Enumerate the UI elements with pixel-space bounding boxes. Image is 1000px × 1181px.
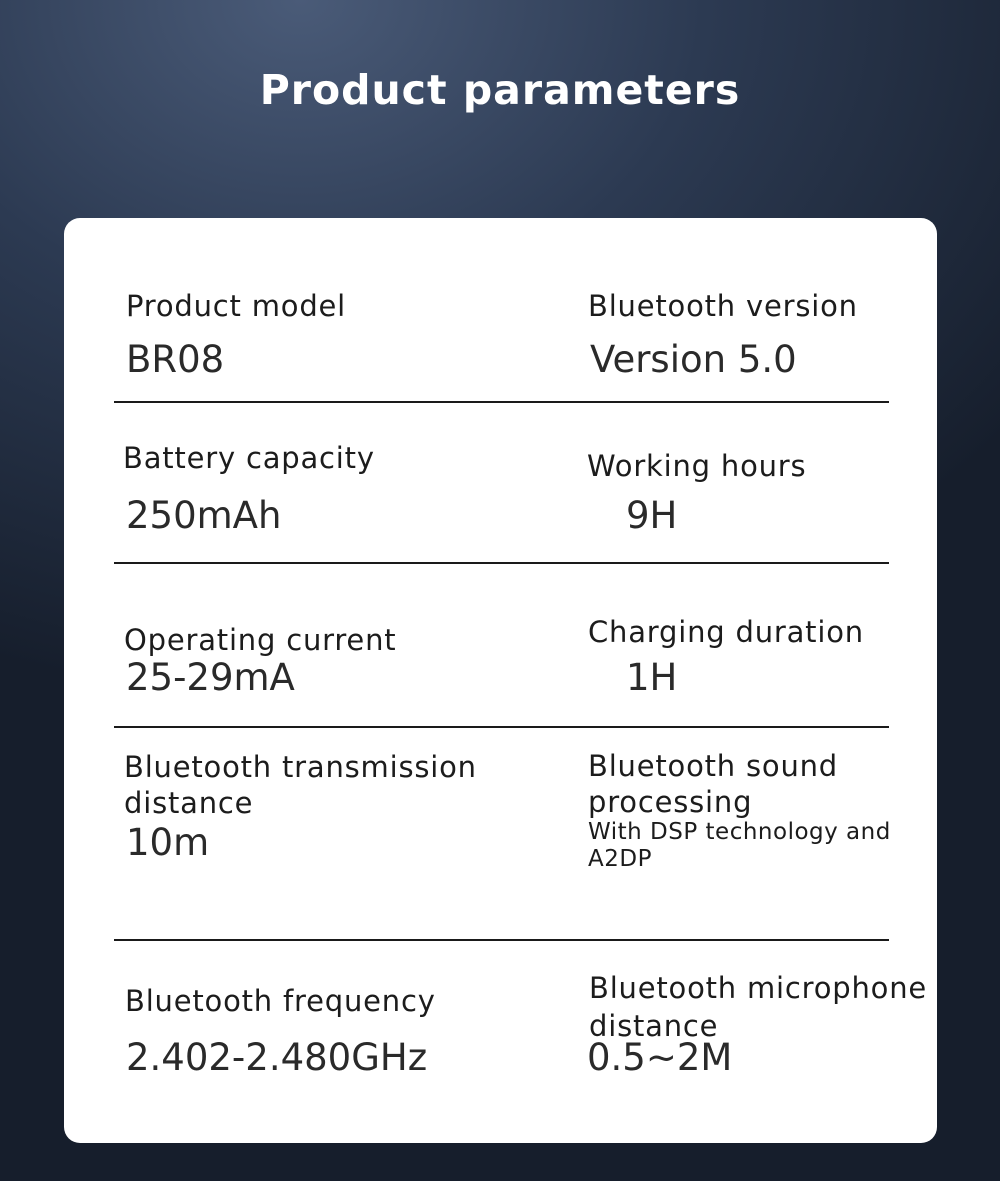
- row-divider: [114, 726, 889, 728]
- row-divider: [114, 562, 889, 564]
- microphone-distance-label-line2: distance: [589, 1009, 719, 1043]
- row-divider: [114, 401, 889, 403]
- row-divider: [114, 939, 889, 941]
- battery-capacity-label: Battery capacity: [123, 441, 375, 475]
- product-model-value: BR08: [126, 338, 225, 381]
- sound-processing-label-line1: Bluetooth sound: [588, 749, 839, 783]
- charging-duration-value: 1H: [626, 656, 678, 699]
- operating-current-value: 25-29mA: [126, 656, 295, 699]
- sound-processing-value-line1: With DSP technology and: [588, 819, 891, 845]
- microphone-distance-label-line1: Bluetooth microphone: [589, 971, 928, 1005]
- bluetooth-version-label: Bluetooth version: [588, 289, 858, 323]
- battery-capacity-value: 250mAh: [126, 494, 282, 537]
- bluetooth-version-value: Version 5.0: [590, 338, 797, 381]
- bluetooth-frequency-value: 2.402-2.480GHz: [126, 1036, 428, 1079]
- transmission-distance-value: 10m: [126, 821, 210, 864]
- microphone-distance-value: 0.5~2M: [587, 1036, 733, 1079]
- operating-current-label: Operating current: [124, 623, 397, 657]
- parameters-card: [64, 218, 937, 1143]
- page-title: Product parameters: [259, 66, 741, 114]
- sound-processing-label-line2: processing: [588, 785, 753, 819]
- transmission-distance-label-line2: distance: [124, 786, 254, 820]
- product-model-label: Product model: [126, 289, 347, 323]
- charging-duration-label: Charging duration: [588, 615, 864, 649]
- working-hours-label: Working hours: [587, 449, 807, 483]
- working-hours-value: 9H: [626, 494, 678, 537]
- bluetooth-frequency-label: Bluetooth frequency: [125, 984, 436, 1018]
- sound-processing-value-line2: A2DP: [588, 846, 652, 872]
- transmission-distance-label-line1: Bluetooth transmission: [124, 750, 477, 784]
